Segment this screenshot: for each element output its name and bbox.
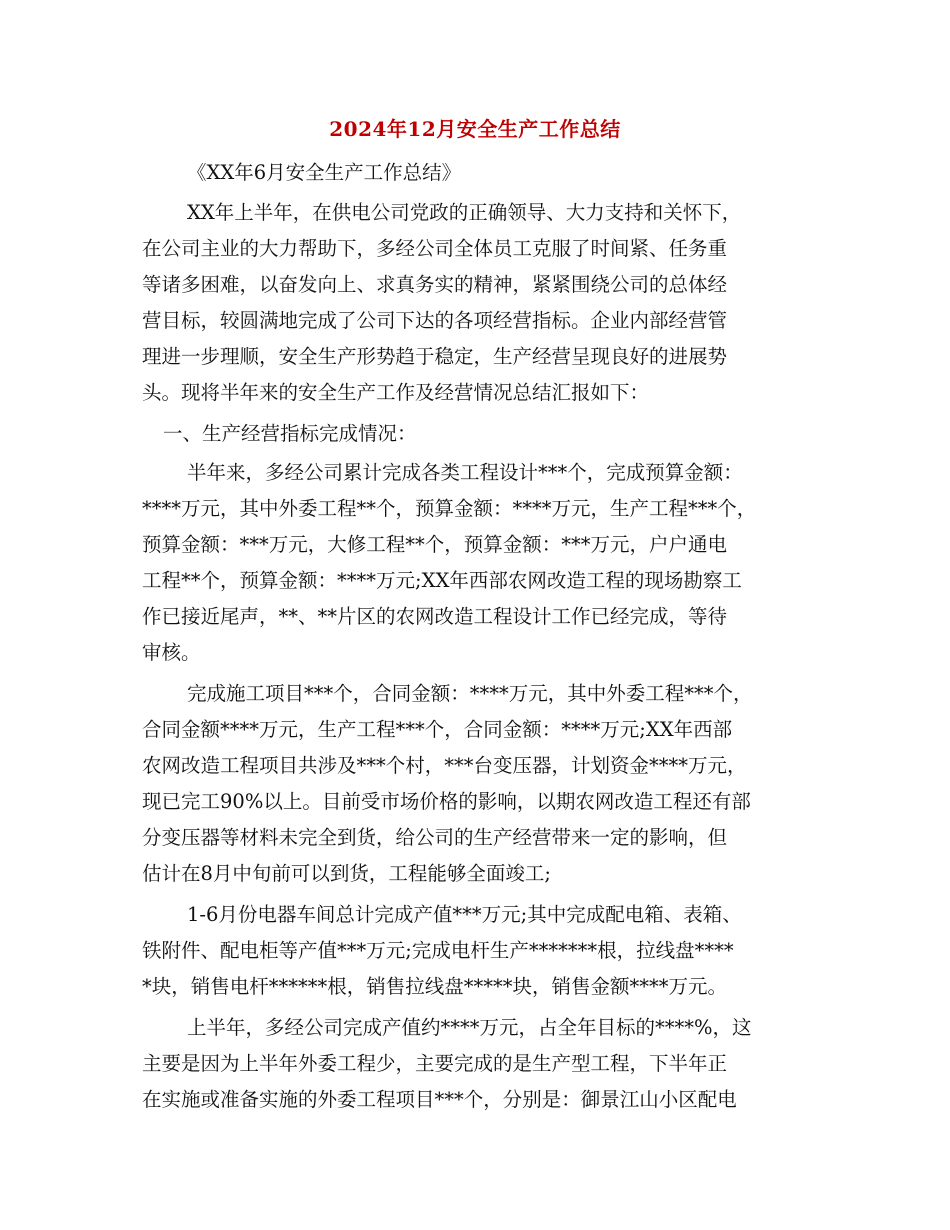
paragraph-line: 作已接近尾声，**、**片区的农网改造工程设计工作已经完成，等待 xyxy=(142,605,728,628)
document-title: 2024年12月安全生产工作总结 xyxy=(329,117,621,141)
paragraph-line: 理进一步理顺，安全生产形势趋于稳定，生产经营呈现良好的进展势 xyxy=(142,345,728,368)
paragraph-line: XX年上半年，在供电公司党政的正确领导、大力支持和关怀下， xyxy=(187,201,742,224)
paragraph-line: 主要是因为上半年外委工程少，主要完成的是生产型工程，下半年正 xyxy=(142,1052,728,1075)
paragraph-line: *块，销售电杆******根，销售拉线盘*****块，销售金额****万元。 xyxy=(142,975,728,998)
paragraph-line: 铁附件、配电柜等产值***万元;完成电杆生产*******根，拉线盘**** xyxy=(142,939,734,962)
paragraph-line: 农网改造工程项目共涉及***个村，***台变压器，计划资金****万元， xyxy=(142,754,747,777)
paragraph-line: 合同金额****万元，生产工程***个，合同金额：****万元;XX年西部 xyxy=(142,718,733,741)
paragraph-line: 等诸多困难，以奋发向上、求真务实的精神，紧紧围绕公司的总体经 xyxy=(142,273,728,296)
document-subtitle: 《XX年6月安全生产工作总结》 xyxy=(187,161,462,184)
paragraph-line: 审核。 xyxy=(142,641,201,664)
paragraph-line: 1-6月份电器车间总计完成产值***万元;其中完成配电箱、表箱、 xyxy=(187,903,742,926)
paragraph-line: 上半年，多经公司完成产值约****万元，占全年目标的****%，这 xyxy=(187,1016,752,1039)
paragraph-line: 估计在8月中旬前可以到货，工程能够全面竣工; xyxy=(142,862,551,885)
paragraph-line: ****万元，其中外委工程**个，预算金额：****万元，生产工程***个， xyxy=(142,497,757,520)
paragraph-line: 工程**个，预算金额：****万元;XX年西部农网改造工程的现场勘察工 xyxy=(142,569,742,592)
paragraph-line: 在公司主业的大力帮助下，多经公司全体员工克服了时间紧、任务重 xyxy=(142,237,728,260)
paragraph-line: 头。现将半年来的安全生产工作及经营情况总结汇报如下： xyxy=(142,381,650,404)
section-heading: 一、生产经营指标完成情况： xyxy=(163,422,417,445)
paragraph-line: 在实施或准备实施的外委工程项目***个，分别是：御景江山小区配电 xyxy=(142,1088,737,1111)
paragraph-line: 分变压器等材料未完全到货，给公司的生产经营带来一定的影响，但 xyxy=(142,826,728,849)
paragraph-line: 预算金额：***万元，大修工程**个，预算金额：***万元，户户通电 xyxy=(142,533,728,556)
paragraph-line: 营目标，较圆满地完成了公司下达的各项经营指标。企业内部经营管 xyxy=(142,309,728,332)
paragraph-line: 现已完工90%以上。目前受市场价格的影响，以期农网改造工程还有部 xyxy=(142,790,751,813)
paragraph-line: 半年来，多经公司累计完成各类工程设计***个，完成预算金额： xyxy=(187,461,743,484)
paragraph-line: 完成施工项目***个，合同金额：****万元，其中外委工程***个， xyxy=(187,682,753,705)
